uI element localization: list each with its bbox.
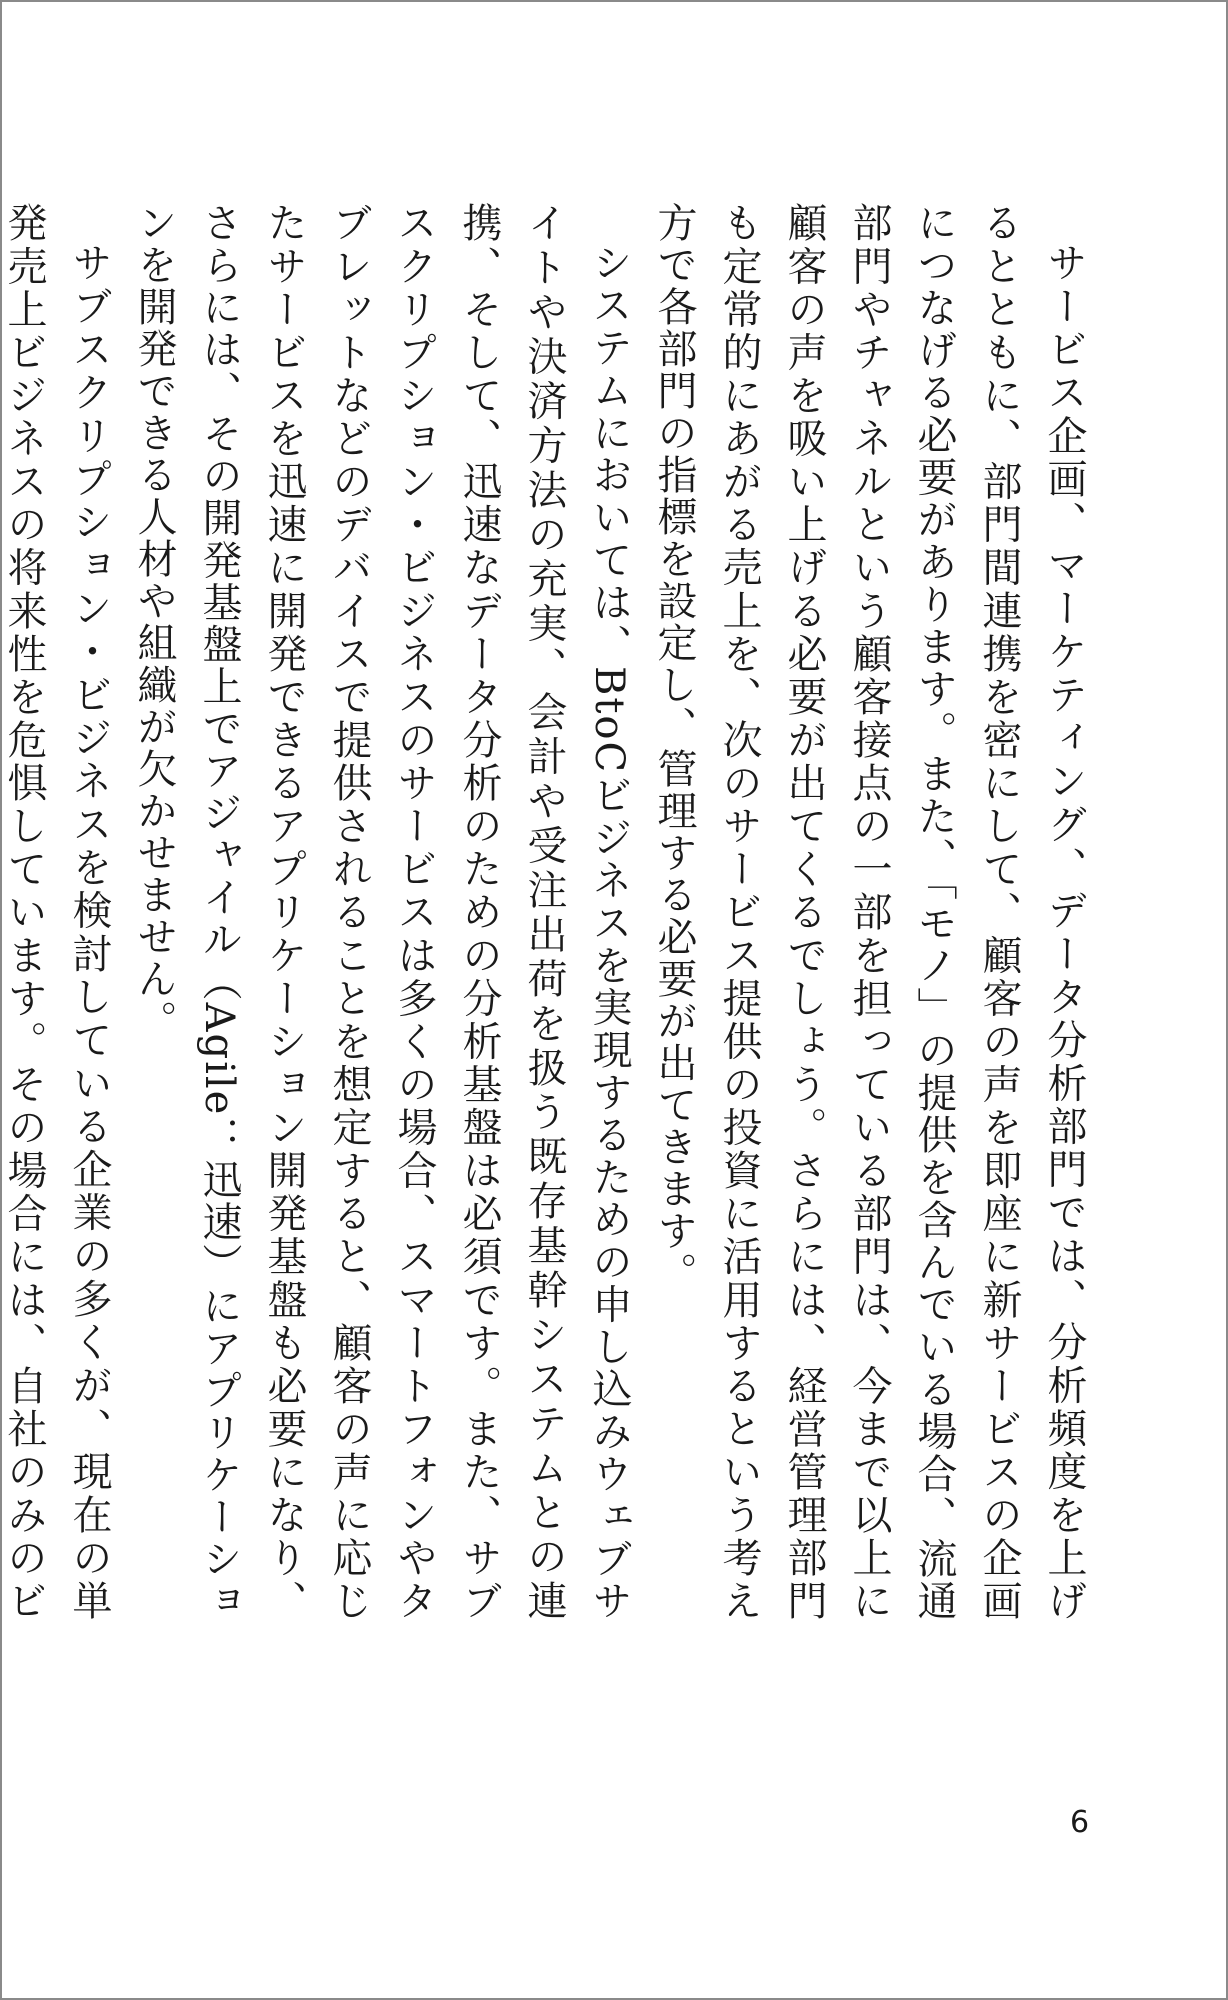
paragraph-1: サービス企画、マーケティング、データ分析部門では、分析頻度を上げるとともに、部門間連携を密にして、顧客の声を即座に新サービスの企画につなげる必要があります。また、「モノ」の提供を含んでいる場合、流通部門やチャネルという顧客接点の一部を担っている部門は、今まで以上に顧客の声を吸い上げる必要が出てくるでしょう。さらには、経営管理部門も定常的にあがる売上を、次のサービス提供の投資に活用するという考え方で各部門の指標を設定し、管理する必要が出てきます。 — [651, 202, 1087, 1623]
page-number: 6 — [1070, 1805, 1090, 1840]
paragraph-2: システムにおいては、BtoCビジネスを実現するための申し込みウェブサイトや決済方法の充実、会計や受注出荷を扱う既存基幹システムとの連携、そして、迅速なデータ分析のための分析基盤は必須です。また、サブスクリプション・ビジネスのサービスは多くの場合、スマートフォンやタブレットなどのデバイスで提供されることを想定すると、顧客の声に応じたサービスを迅速に開発できるアプリケーション開発基盤も必要になり、さらには、その開発基盤上でアジャイル（Agile：迅速）にアプリケーションを開発できる人材や組織が欠かせません。 — [131, 202, 632, 1622]
paragraph-3: サブスクリプション・ビジネスを検討している企業の多くが、現在の単発売上ビジネスの将来性を危惧しています。その場合には、自社のみのビ — [1, 202, 112, 1622]
vertical-body-text — [0, 202, 1096, 1622]
